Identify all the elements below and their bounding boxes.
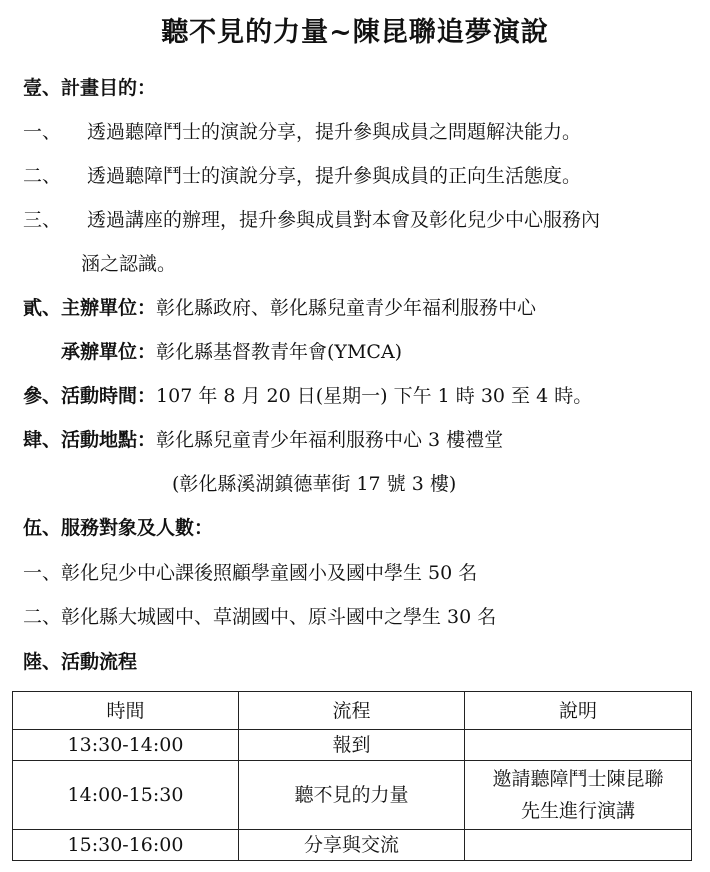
purpose-item-1-text: 透過聽障鬥士的演說分享，提升參與成員之問題解決能力。	[87, 121, 582, 143]
organizer-value: 彰化縣政府、彰化縣兒童青少年福利服務中心	[156, 297, 537, 319]
purpose-item-3	[23, 207, 600, 233]
purpose-item-3-text: 透過講座的辦理，提升參與成員對本會及彰化兒少中心服務內	[87, 209, 601, 231]
co-organizer-label: 承辦單位：	[61, 341, 157, 363]
purpose-item-3-number: 三、	[23, 209, 62, 231]
participant-item-1-number: 一、	[23, 562, 62, 584]
section-purpose-heading: 壹、計畫目的：	[23, 77, 157, 99]
row-2-note-line-2: 先生進行演講	[520, 800, 635, 822]
event-location-value: 彰化縣兒童青少年福利服務中心 3 樓禮堂	[156, 429, 504, 451]
purpose-item-2-number: 二、	[23, 165, 62, 187]
row-2-note-line-1: 邀請聽障鬥士陳昆聯	[492, 768, 664, 790]
document-title: 聽不見的力量~陳昆聯追夢演說	[161, 17, 549, 48]
row-3-time: 15:30-16:00	[13, 830, 239, 861]
participant-item-1	[23, 560, 477, 586]
header-flow: 流程	[239, 692, 465, 730]
event-time-label: 參、活動時間：	[23, 385, 157, 407]
purpose-item-3-continuation: 涵之認識。	[81, 253, 177, 275]
header-time: 時間	[13, 692, 239, 730]
row-2-time: 14:00-15:30	[13, 761, 239, 830]
row-3-flow: 分享與交流	[239, 830, 465, 861]
participant-item-2	[23, 604, 496, 630]
event-location-line	[23, 427, 503, 453]
row-1-note	[465, 730, 692, 761]
schedule-header-row	[13, 692, 692, 730]
participant-item-2-number: 二、	[23, 606, 62, 628]
section-participants-heading: 伍、服務對象及人數：	[23, 517, 214, 539]
table-row	[13, 830, 692, 861]
row-1-time: 13:30-14:00	[13, 730, 239, 761]
row-1-flow: 報到	[239, 730, 465, 761]
row-3-note	[465, 830, 692, 861]
participant-item-2-text: 彰化縣大城國中、草湖國中、原斗國中之學生 30 名	[61, 606, 497, 628]
header-note: 說明	[465, 692, 692, 730]
row-2-note	[465, 761, 692, 830]
table-row	[13, 761, 692, 830]
event-time-value: 107 年 8 月 20 日(星期一) 下午 1 時 30 至 4 時。	[156, 385, 593, 407]
schedule-table	[12, 691, 692, 861]
co-organizer-value: 彰化縣基督教青年會(YMCA)	[156, 341, 403, 363]
event-location-label: 肆、活動地點：	[23, 429, 157, 451]
co-organizer-line	[61, 339, 402, 365]
purpose-item-2-text: 透過聽障鬥士的演說分享，提升參與成員的正向生活態度。	[87, 165, 582, 187]
table-row	[13, 730, 692, 761]
row-2-flow: 聽不見的力量	[239, 761, 465, 830]
purpose-item-2	[23, 163, 581, 189]
organizer-label: 貳、主辦單位：	[23, 297, 157, 319]
organizer-line	[23, 295, 536, 321]
event-address: (彰化縣溪湖鎮德華街 17 號 3 樓)	[172, 473, 457, 495]
event-time-line	[23, 383, 592, 409]
section-schedule-heading: 陸、活動流程	[23, 651, 138, 673]
purpose-item-1-number: 一、	[23, 121, 62, 143]
participant-item-1-text: 彰化兒少中心課後照顧學童國小及國中學生 50 名	[61, 562, 478, 584]
purpose-item-1	[23, 119, 581, 145]
